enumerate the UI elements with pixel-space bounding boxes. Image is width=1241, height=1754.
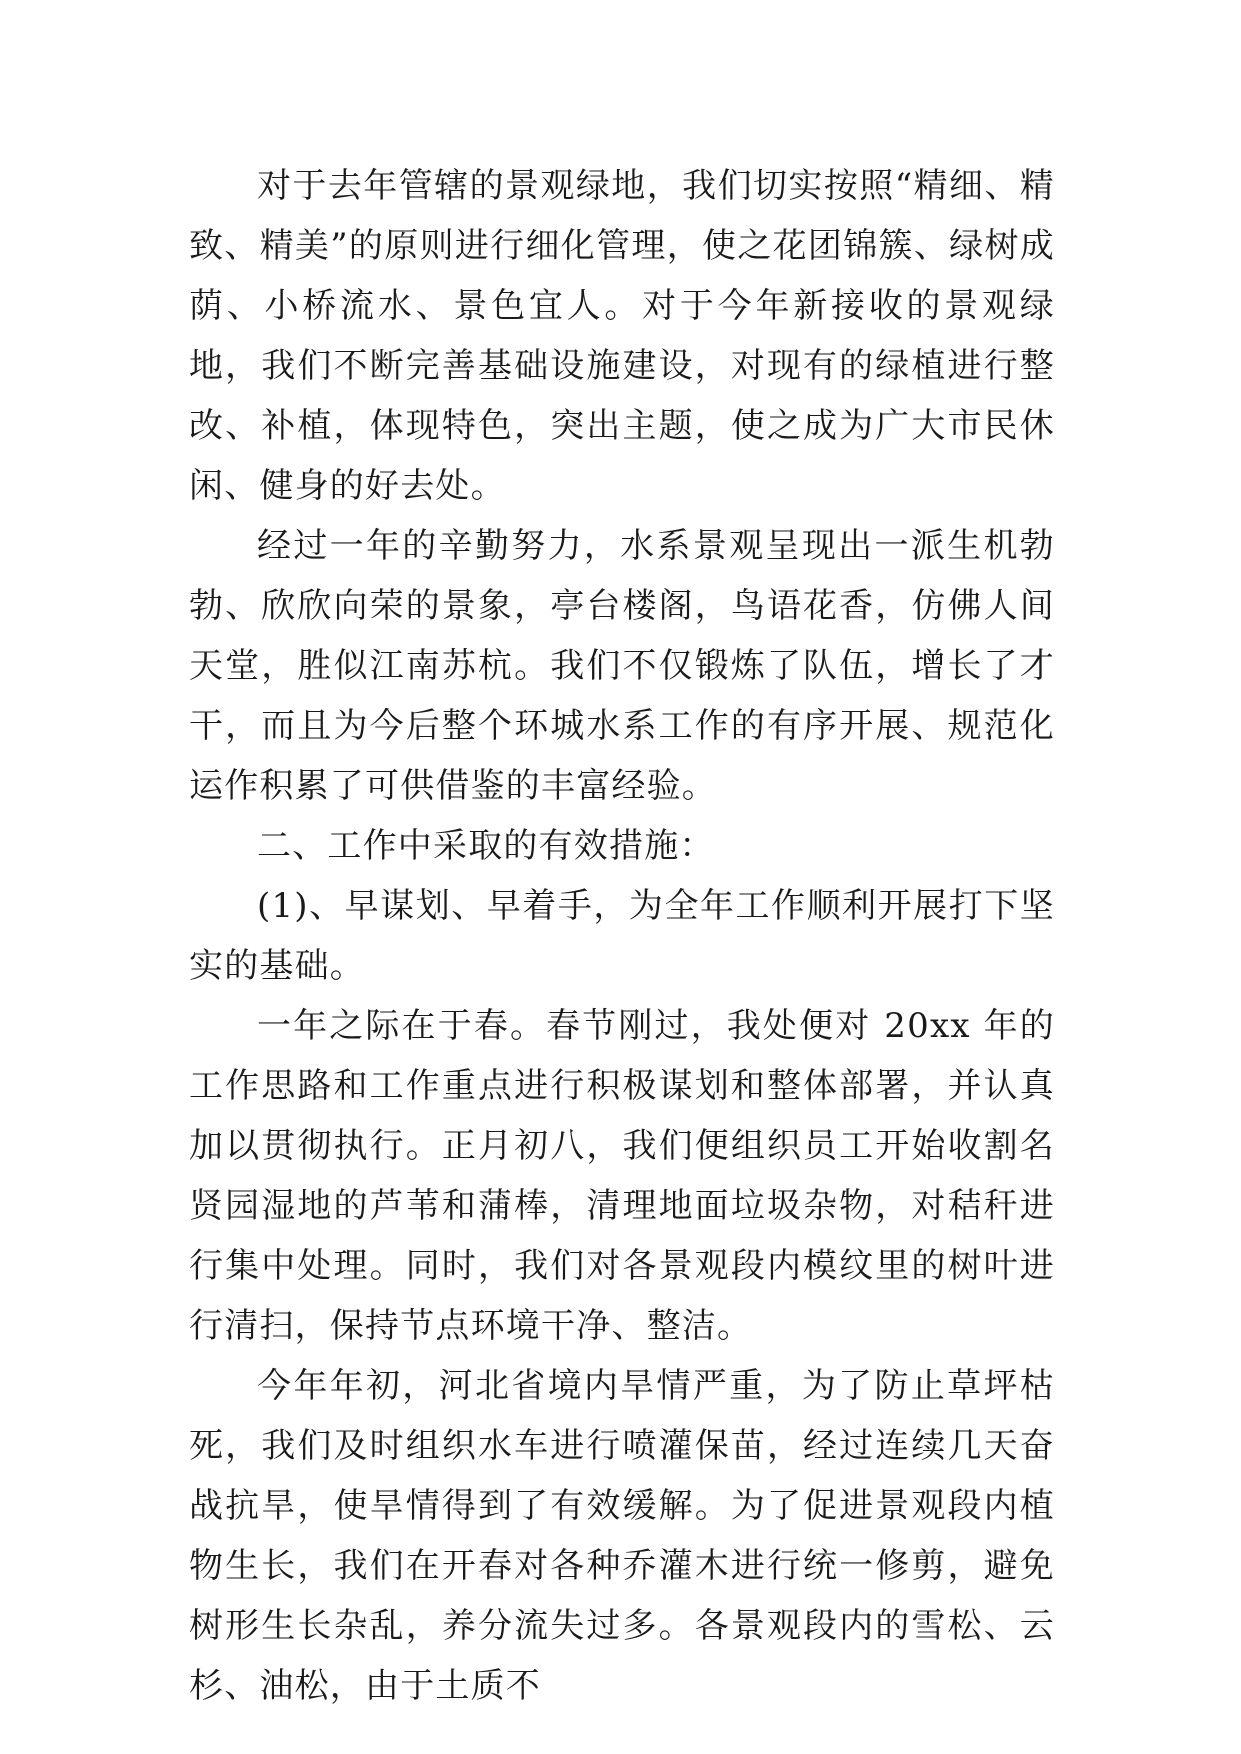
paragraph-landscape-management: 对于去年管辖的景观绿地，我们切实按照“精细、精致、精美”的原则进行细化管理，使之花团锦簇、绿树成荫、小桥流水、景色宜人。对于今年新接收的景观绿地，我们不断完善基础设施建设，对现有的绿植进行整改、补植，体现特色，突出主题，使之成为广大市民休闲、健身的好去处。 bbox=[189, 166, 1055, 506]
paragraph-drought-response: 今年年初，河北省境内旱情严重，为了防止草坪枯死，我们及时组织水车进行喷灌保苗，经过连续几天奋战抗旱，使旱情得到了有效缓解。为了促进景观段内植物生长，我们在开春对各种乔灌木进行统一修剪，避免树形生长杂乱，养分流失过多。各景观段内的雪松、云杉、油松，由于土质不 bbox=[189, 1366, 1055, 1706]
document-body bbox=[189, 156, 1055, 1716]
section-heading-measures: 二、工作中采取的有效措施： bbox=[257, 826, 715, 866]
paragraph-spring-work: 一年之际在于春。春节刚过，我处便对 20xx 年的工作思路和工作重点进行积极谋划和整体部署，并认真加以贯彻执行。正月初八，我们便组织员工开始收割名贤园湿地的芦苇和蒲棒，清理地面垃圾杂物，对秸秆进行集中处理。同时，我们对各景观段内模纹里的树叶进行清扫，保持节点环境干净、整洁。 bbox=[189, 1006, 1055, 1346]
paragraph-year-results: 经过一年的辛勤努力，水系景观呈现出一派生机勃勃、欣欣向荣的景象，亭台楼阁，鸟语花香，仿佛人间天堂，胜似江南苏杭。我们不仅锻炼了队伍，增长了才干，而且为今后整个环城水系工作的有序开展、规范化运作积累了可供借鉴的丰富经验。 bbox=[189, 526, 1055, 806]
subheading-early-planning: (1)、早谋划、早着手，为全年工作顺利开展打下坚实的基础。 bbox=[189, 886, 1055, 986]
